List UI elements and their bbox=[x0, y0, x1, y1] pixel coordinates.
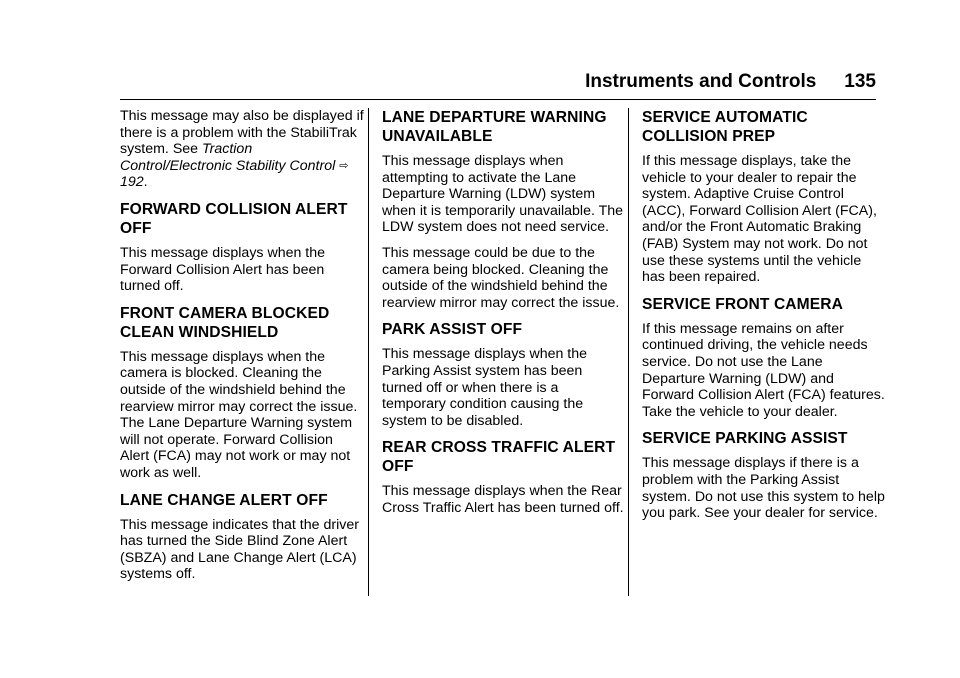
header-rule bbox=[120, 99, 876, 100]
column-divider bbox=[368, 108, 369, 596]
column-middle bbox=[382, 108, 626, 526]
page-number: 135 bbox=[844, 71, 876, 92]
message-heading: FRONT CAMERA BLOCKED CLEAN WINDSHIELD bbox=[120, 304, 330, 341]
page-header bbox=[120, 70, 876, 94]
xref-title: Traction Control/Electronic Stability Control bbox=[120, 141, 336, 174]
message-body: This message displays when the Forward Collision Alert has been turned off. bbox=[120, 244, 326, 295]
message-body: This message displays when attempting to activate the Lane Departure Warning (LDW) system when it is temporarily unavailable. The LDW system does not need service. bbox=[382, 153, 624, 236]
intro-text: This message may also be displayed if there is a problem with the StabiliTrak system. See bbox=[120, 108, 364, 158]
message-heading: LANE CHANGE ALERT OFF bbox=[120, 491, 328, 509]
message-body: This message displays when the camera is blocked. Cleaning the outside of the windshield behind the rearview mirror may correct the issue. The Lane Departure Warning system will not operate. Forward Collision Alert (FCA) may not work or may not work as well. bbox=[120, 348, 358, 481]
message-body: If this message remains on after continued driving, the vehicle needs service. Do not use the Lane Departure Warning (LDW) and Forward Collision Alert (FCA) features. Take the vehicle to your dealer. bbox=[642, 320, 885, 420]
message-body: This message displays if there is a problem with the Parking Assist system. Do not use this system to help you park. See your dealer for service. bbox=[642, 455, 885, 522]
message-heading: REAR CROSS TRAFFIC ALERT OFF bbox=[382, 439, 616, 476]
message-body: This message could be due to the camera being blocked. Cleaning the outside of the windshield behind the rearview mirror may correct the issue. bbox=[382, 244, 620, 311]
message-heading: SERVICE FRONT CAMERA bbox=[642, 295, 843, 313]
message-body: This message displays when the Rear Cross Traffic Alert has been turned off. bbox=[382, 483, 624, 516]
message-body: This message displays when the Parking Assist system has been turned off or when there is a temporary condition causing the system to be disabled. bbox=[382, 346, 588, 429]
column-left bbox=[120, 108, 364, 592]
message-heading: SERVICE AUTOMATIC COLLISION PREP bbox=[642, 109, 808, 145]
xref-page: 192 bbox=[120, 174, 144, 191]
message-body: If this message displays, take the vehicle to your dealer to repair the system. Adaptive Cruise Control (ACC), Forward Collision Alert (FCA), and/or the Front Automatic Braking (FAB) System may not work. Do not use these systems until the vehicle has been repaired. bbox=[642, 153, 877, 286]
intro-paragraph bbox=[120, 108, 364, 191]
message-heading: SERVICE PARKING ASSIST bbox=[642, 430, 848, 448]
message-heading: PARK ASSIST OFF bbox=[382, 321, 523, 339]
column-divider bbox=[628, 108, 629, 596]
message-body: This message indicates that the driver has turned the Side Blind Zone Alert (SBZA) and Lane Change Alert (LCA) systems off. bbox=[120, 516, 359, 583]
message-heading: FORWARD COLLISION ALERT OFF bbox=[120, 200, 348, 237]
column-right bbox=[642, 108, 886, 531]
section-title: Instruments and Controls bbox=[585, 71, 817, 92]
message-heading: LANE DEPARTURE WARNING UNAVAILABLE bbox=[382, 109, 607, 145]
page-ref-arrow-icon: ⇨ bbox=[339, 159, 349, 172]
intro-end: . bbox=[143, 174, 148, 191]
